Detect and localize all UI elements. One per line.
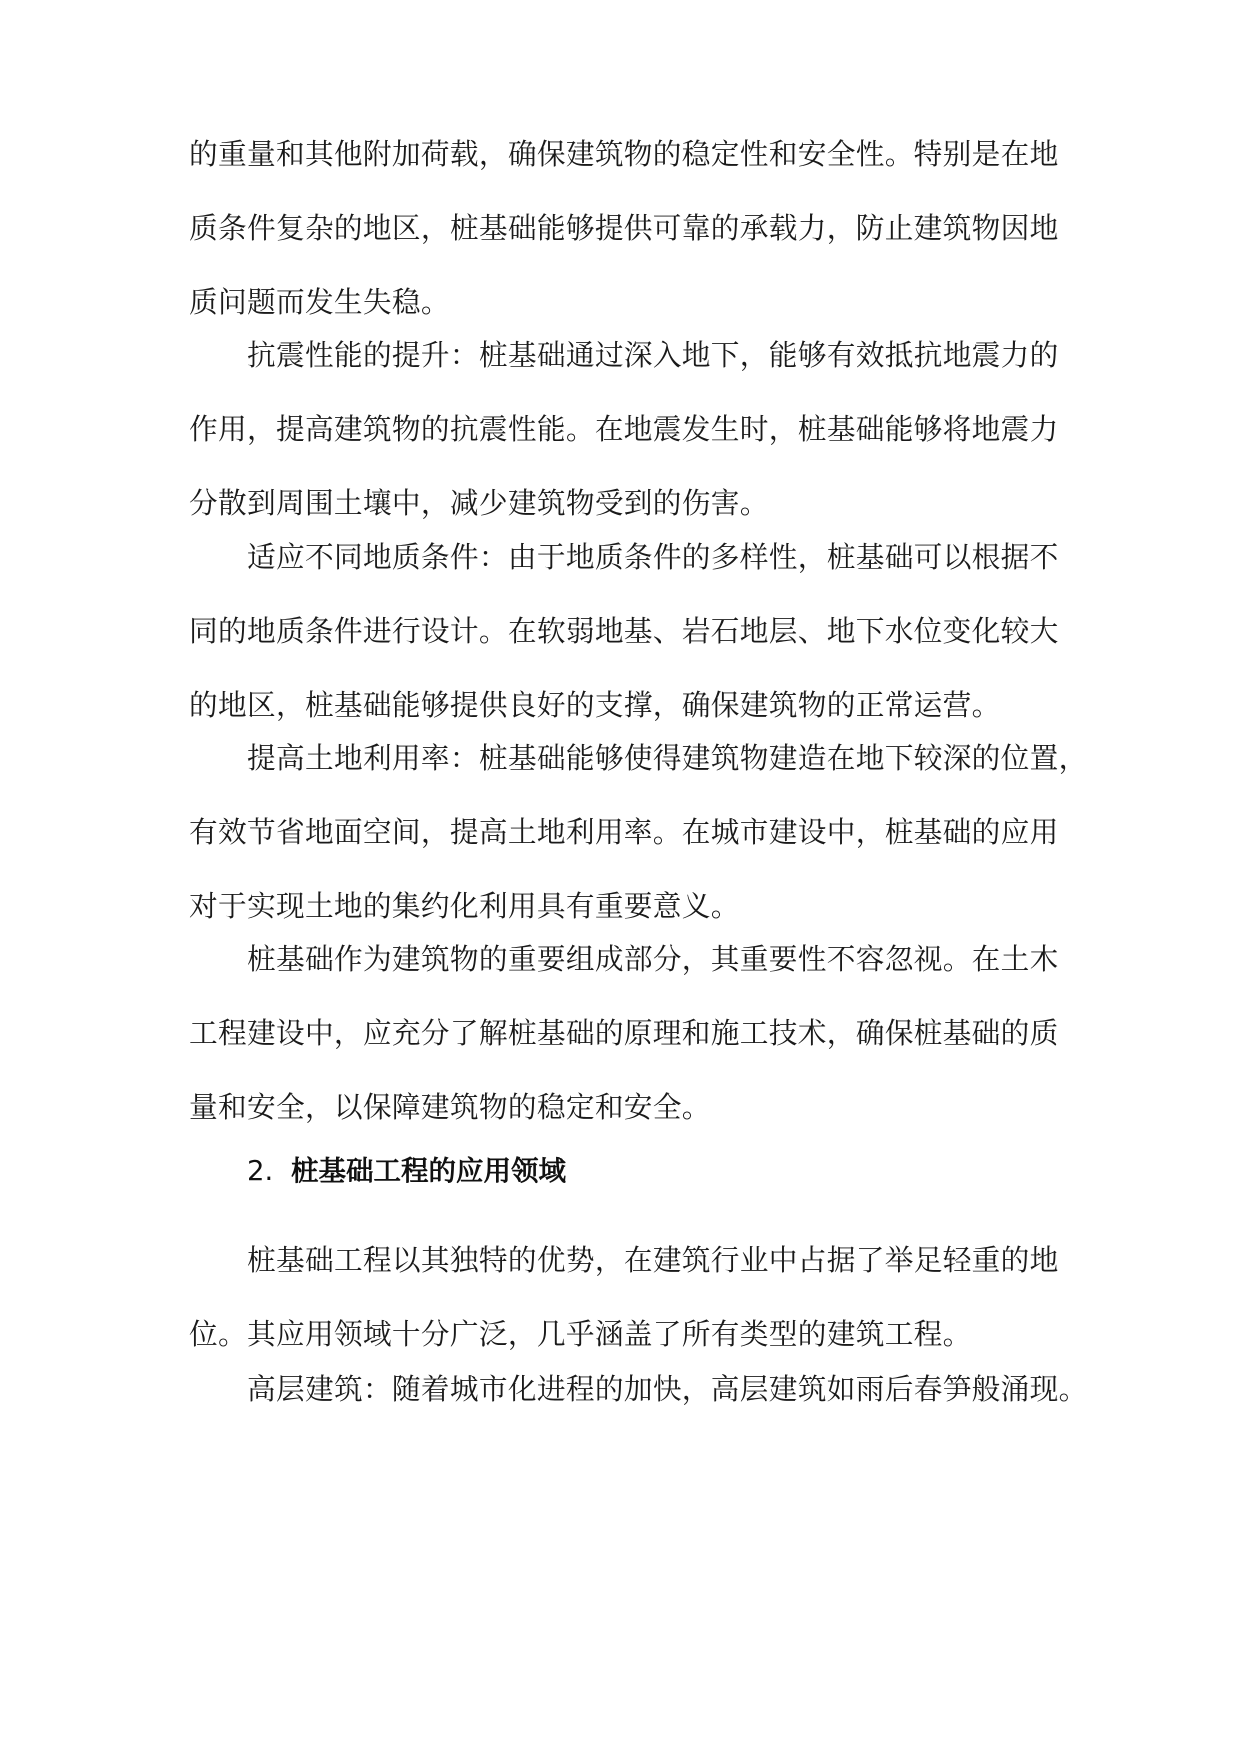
text-line: 同的地质条件进行设计。在软弱地基、岩石地层、地下水位变化较大: [189, 614, 1059, 648]
section-heading: [247, 1134, 566, 1208]
text-line: 桩基础工程以其独特的优势，在建筑行业中占据了举足轻重的地: [247, 1243, 1059, 1277]
paragraph: [189, 922, 1057, 1144]
text-line: 工程建设中，应充分了解桩基础的原理和施工技术，确保桩基础的质: [189, 1016, 1059, 1050]
text-line: 量和安全，以保障建筑物的稳定和安全。: [189, 1090, 711, 1124]
paragraph: [189, 1352, 1088, 1426]
text-line: 抗震性能的提升：桩基础通过深入地下，能够有效抵抗地震力的: [247, 338, 1059, 372]
section-number: 2.: [247, 1155, 274, 1187]
text-line: 质条件复杂的地区，桩基础能够提供可靠的承载力，防止建筑物因地: [189, 211, 1059, 245]
text-line: 高层建筑：随着城市化进程的加快，高层建筑如雨后春笋般涌现。: [247, 1372, 1088, 1406]
text-line: 有效节省地面空间，提高土地利用率。在城市建设中，桩基础的应用: [189, 815, 1059, 849]
text-line: 的地区，桩基础能够提供良好的支撑，确保建筑物的正常运营。: [189, 688, 1001, 722]
text-line: 提高土地利用率：桩基础能够使得建筑物建造在地下较深的位置，: [247, 741, 1088, 775]
paragraph: [189, 117, 1057, 339]
text-line: 位。其应用领域十分广泛，几乎涵盖了所有类型的建筑工程。: [189, 1317, 972, 1351]
text-line: 对于实现土地的集约化利用具有重要意义。: [189, 889, 740, 923]
text-line: 作用，提高建筑物的抗震性能。在地震发生时，桩基础能够将地震力: [189, 412, 1059, 446]
text-line: 的重量和其他附加荷载，确保建筑物的稳定性和安全性。特别是在地: [189, 137, 1059, 171]
section-title: 桩基础工程的应用领域: [291, 1155, 566, 1187]
text-line: 适应不同地质条件：由于地质条件的多样性，桩基础可以根据不: [247, 540, 1059, 574]
text-line: 质问题而发生失稳。: [189, 285, 450, 319]
paragraph: [189, 1223, 1057, 1371]
text-line: 分散到周围土壤中，减少建筑物受到的伤害。: [189, 486, 769, 520]
paragraph: [189, 721, 1088, 943]
paragraph: [189, 520, 1057, 742]
text-line: 桩基础作为建筑物的重要组成部分，其重要性不容忽视。在土木: [247, 942, 1059, 976]
paragraph: [189, 318, 1057, 540]
